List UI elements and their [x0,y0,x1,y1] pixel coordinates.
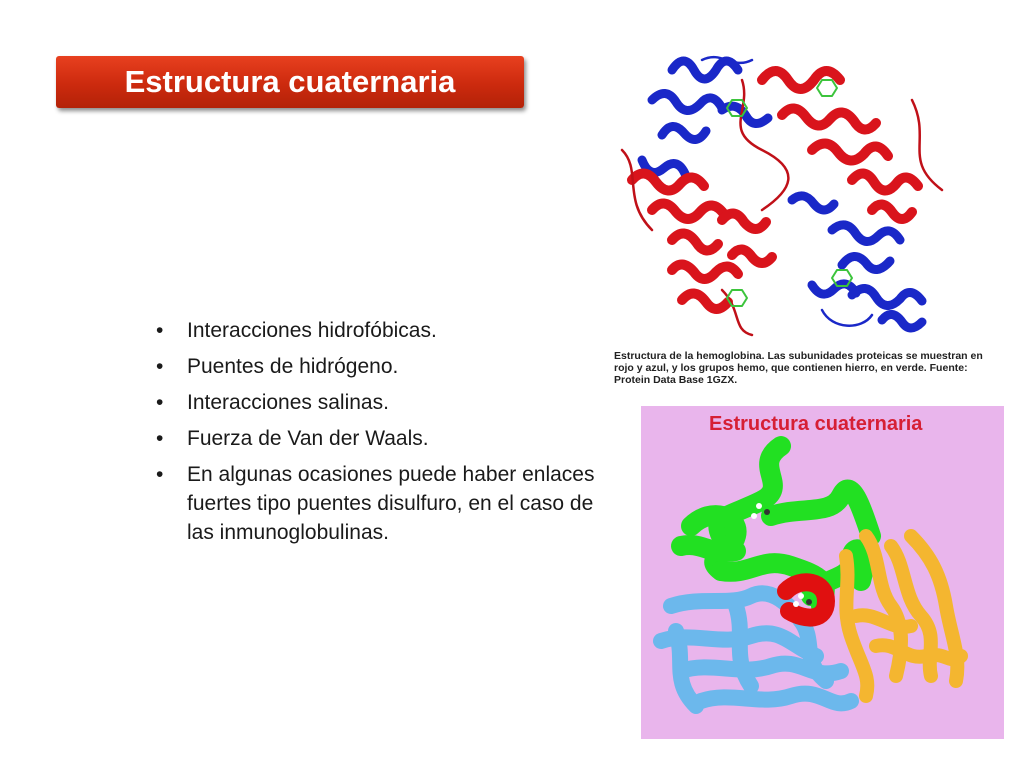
bullet-dot: • [156,391,164,414]
figure-caption: Estructura de la hemoglobina. Las subunidades proteicas se muestran en rojo y azul, y los grupos hemo, que contienen hierro, en verde. Fuente: Protein Data Base 1GZX. [614,350,983,386]
sub-bullet-item [152,352,622,381]
sub-bullet-item [152,424,622,453]
bullet-dot: • [156,319,164,342]
illustration-title: Estructura cuaternaria [709,413,923,435]
bullet-dot: • [156,355,164,378]
bullet-dot: • [156,463,164,486]
quaternary-illustration [641,406,1004,739]
sub-bullet-text: Fuerza de Van der Waals. [187,427,429,450]
sub-bullet-text: Puentes de hidrógeno. [187,355,399,378]
sub-bullet-text: Interacciones salinas. [187,391,389,414]
sub-bullet-item [152,460,622,547]
sub-bullet-list [152,316,622,554]
sub-bullet-text: Interacciones hidrofóbicas. [187,319,437,342]
slide-title-box [56,56,524,108]
slide-title: Estructura cuaternaria [124,64,456,99]
hemoglobin-structure-image [612,40,972,340]
bullet-dot: • [156,427,164,450]
sub-bullet-item [152,316,622,345]
sub-bullet-item [152,388,622,417]
quaternary-structure-image [641,406,1004,739]
sub-bullet-text: En algunas ocasiones puede haber enlaces fuertes tipo puentes disulfuro, en el caso de las inmunoglobulinas. [187,463,595,544]
